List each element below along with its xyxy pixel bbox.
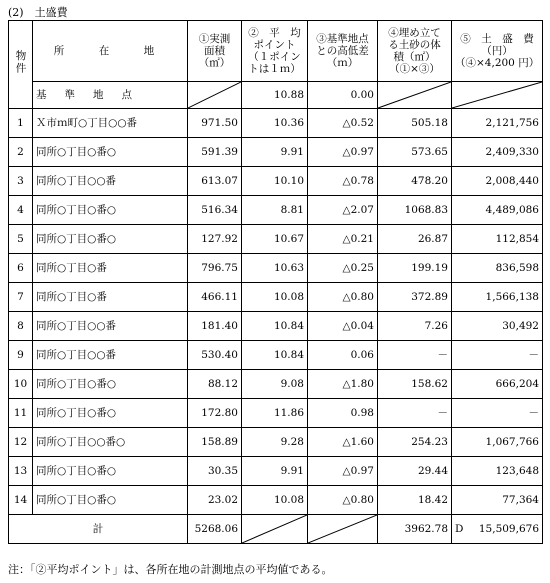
table-row	[9, 312, 543, 341]
row-avg-point: 10.08	[242, 283, 308, 312]
row-avg-point: 8.81	[242, 196, 308, 225]
row-cost: 4,489,086	[452, 196, 543, 225]
row-height-diff: △0.78	[308, 167, 378, 196]
row-location	[33, 109, 188, 138]
row-height-diff: 0.98	[308, 399, 378, 428]
row-location	[33, 196, 188, 225]
row-avg-point: 10.84	[242, 341, 308, 370]
row-cost: 123,648	[452, 457, 543, 486]
base-height-diff: 0.00	[308, 82, 378, 109]
location-address: 所○丁目○番○	[46, 145, 116, 158]
location-address: 所○丁目○○番	[46, 319, 116, 332]
location-prefix: 同	[36, 203, 47, 216]
base-area-empty	[188, 82, 242, 109]
table-row	[9, 370, 543, 399]
row-avg-point: 9.91	[242, 457, 308, 486]
row-height-diff: △0.97	[308, 457, 378, 486]
row-location	[33, 283, 188, 312]
total-cost	[452, 515, 543, 544]
table-row	[9, 428, 543, 457]
location-address: 所○丁目○番	[46, 261, 107, 274]
location-prefix: Ｘ市ｍ町	[36, 116, 78, 129]
row-cost: 77,364	[452, 486, 543, 515]
row-height-diff: △0.97	[308, 138, 378, 167]
row-height-diff: △0.21	[308, 225, 378, 254]
section-title: (2) 土盛費	[8, 6, 68, 19]
row-area: 23.02	[188, 486, 242, 515]
row-volume: 7.26	[378, 312, 452, 341]
total-diff-empty	[308, 515, 378, 544]
table-row	[9, 254, 543, 283]
row-avg-point: 10.08	[242, 486, 308, 515]
row-cost: 1,566,138	[452, 283, 543, 312]
row-no: 14	[9, 486, 33, 515]
table-row	[9, 399, 543, 428]
row-area: 30.35	[188, 457, 242, 486]
total-cost-value: 15,509,676	[478, 522, 539, 535]
row-height-diff: △2.07	[308, 196, 378, 225]
row-location	[33, 225, 188, 254]
total-cost-prefix: D	[455, 522, 464, 535]
row-area: 613.07	[188, 167, 242, 196]
location-prefix: 同	[36, 348, 47, 361]
row-no: 8	[9, 312, 33, 341]
row-cost: －	[452, 399, 543, 428]
header-property-no: 物件	[9, 21, 33, 109]
table-row	[9, 138, 543, 167]
row-cost: 2,121,756	[452, 109, 543, 138]
row-height-diff: △0.80	[308, 283, 378, 312]
header-location: 所 在 地	[33, 21, 188, 82]
base-volume-empty	[378, 82, 452, 109]
row-location	[33, 370, 188, 399]
location-address: 所○丁目○番○	[46, 232, 116, 245]
row-location	[33, 138, 188, 167]
location-prefix: 同	[36, 319, 47, 332]
location-prefix: 同	[36, 435, 47, 448]
row-cost: 2,008,440	[452, 167, 543, 196]
total-avg-empty	[242, 515, 308, 544]
row-location	[33, 428, 188, 457]
row-cost: 30,492	[452, 312, 543, 341]
header-area: ①実測 面積 （㎡）	[188, 21, 242, 82]
row-location	[33, 341, 188, 370]
row-location	[33, 486, 188, 515]
row-area: 516.34	[188, 196, 242, 225]
row-volume: 158.62	[378, 370, 452, 399]
location-prefix: 同	[36, 464, 47, 477]
row-avg-point: 10.10	[242, 167, 308, 196]
row-avg-point: 10.36	[242, 109, 308, 138]
location-prefix: 同	[36, 232, 47, 245]
base-point-row	[9, 82, 543, 109]
row-location	[33, 399, 188, 428]
base-cost-empty	[452, 82, 543, 109]
location-prefix: 同	[36, 493, 47, 506]
location-address: 所○丁目○○番	[46, 348, 116, 361]
total-area: 5268.06	[188, 515, 242, 544]
row-height-diff: 0.06	[308, 341, 378, 370]
row-height-diff: △1.80	[308, 370, 378, 399]
row-cost: 1,067,766	[452, 428, 543, 457]
row-volume: 372.89	[378, 283, 452, 312]
row-location	[33, 457, 188, 486]
row-no: 12	[9, 428, 33, 457]
row-avg-point: 9.08	[242, 370, 308, 399]
row-area: 88.12	[188, 370, 242, 399]
header-volume: ④埋め立て る土砂の体 積（㎡） （①×③）	[378, 21, 452, 82]
header-avg-point: ② 平 均 ポイント （１ポイン トは１ｍ）	[242, 21, 308, 82]
table-row	[9, 283, 543, 312]
row-cost: 2,409,330	[452, 138, 543, 167]
row-height-diff: △0.80	[308, 486, 378, 515]
row-location	[33, 312, 188, 341]
row-height-diff: △1.60	[308, 428, 378, 457]
location-address: 所○丁目○番○	[46, 203, 116, 216]
row-area: 127.92	[188, 225, 242, 254]
row-area: 181.40	[188, 312, 242, 341]
total-label: 計	[9, 515, 188, 544]
location-address: 所○丁目○番○	[46, 377, 116, 390]
row-avg-point: 9.91	[242, 138, 308, 167]
row-area: 591.39	[188, 138, 242, 167]
row-no: 2	[9, 138, 33, 167]
table-row	[9, 109, 543, 138]
table-body	[9, 109, 543, 515]
row-height-diff: △0.52	[308, 109, 378, 138]
base-avg-point: 10.88	[242, 82, 308, 109]
table-row	[9, 196, 543, 225]
row-no: 10	[9, 370, 33, 399]
row-volume: 573.65	[378, 138, 452, 167]
header-height-diff: ③基準地点 との高低差 （ｍ）	[308, 21, 378, 82]
row-avg-point: 10.67	[242, 225, 308, 254]
row-volume: 29.44	[378, 457, 452, 486]
table-row	[9, 225, 543, 254]
total-volume: 3962.78	[378, 515, 452, 544]
row-height-diff: △0.04	[308, 312, 378, 341]
row-cost: 666,204	[452, 370, 543, 399]
row-volume: 1068.83	[378, 196, 452, 225]
row-cost: 112,854	[452, 225, 543, 254]
row-no: 9	[9, 341, 33, 370]
location-prefix: 同	[36, 406, 47, 419]
row-volume: 478.20	[378, 167, 452, 196]
row-height-diff: △0.25	[308, 254, 378, 283]
row-volume: 505.18	[378, 109, 452, 138]
table-row	[9, 457, 543, 486]
location-prefix: 同	[36, 174, 47, 187]
row-no: 3	[9, 167, 33, 196]
row-no: 4	[9, 196, 33, 225]
earth-fill-cost-table	[8, 20, 543, 544]
row-no: 5	[9, 225, 33, 254]
row-avg-point: 10.84	[242, 312, 308, 341]
row-avg-point: 11.86	[242, 399, 308, 428]
row-volume: 26.87	[378, 225, 452, 254]
row-location	[33, 254, 188, 283]
location-address: 所○丁目○○番○	[46, 435, 126, 448]
row-no: 1	[9, 109, 33, 138]
row-volume: 254.23	[378, 428, 452, 457]
location-address: 所○丁目○番○	[46, 493, 116, 506]
location-address: 所○丁目○番○	[46, 464, 116, 477]
row-area: 466.11	[188, 283, 242, 312]
location-address: 所○丁目○○番	[46, 174, 116, 187]
row-area: 172.80	[188, 399, 242, 428]
row-no: 13	[9, 457, 33, 486]
location-prefix: 同	[36, 290, 47, 303]
row-no: 11	[9, 399, 33, 428]
row-cost: －	[452, 341, 543, 370]
row-area: 796.75	[188, 254, 242, 283]
row-avg-point: 9.28	[242, 428, 308, 457]
table-row	[9, 341, 543, 370]
header-row	[9, 21, 543, 82]
row-volume: －	[378, 341, 452, 370]
table-row	[9, 486, 543, 515]
row-avg-point: 10.63	[242, 254, 308, 283]
location-address: ○丁目○○番	[78, 116, 137, 129]
row-volume: －	[378, 399, 452, 428]
location-prefix: 同	[36, 377, 47, 390]
row-area: 158.89	[188, 428, 242, 457]
header-cost: ⑤ 土 盛 費 （円） （④×4,200 円）	[452, 21, 543, 82]
location-address: 所○丁目○番○	[46, 406, 116, 419]
row-volume: 18.42	[378, 486, 452, 515]
location-address: 所○丁目○番	[46, 290, 107, 303]
total-row	[9, 515, 543, 544]
location-prefix: 同	[36, 261, 47, 274]
row-location	[33, 167, 188, 196]
row-volume: 199.19	[378, 254, 452, 283]
footnote: 注：「②平均ポイント」は、各所在地の計測地点の平均値である。	[8, 563, 333, 576]
row-cost: 836,598	[452, 254, 543, 283]
base-point-label: 基準地点	[33, 82, 188, 109]
table-row	[9, 167, 543, 196]
row-area: 971.50	[188, 109, 242, 138]
location-prefix: 同	[36, 145, 47, 158]
row-no: 7	[9, 283, 33, 312]
row-area: 530.40	[188, 341, 242, 370]
row-no: 6	[9, 254, 33, 283]
